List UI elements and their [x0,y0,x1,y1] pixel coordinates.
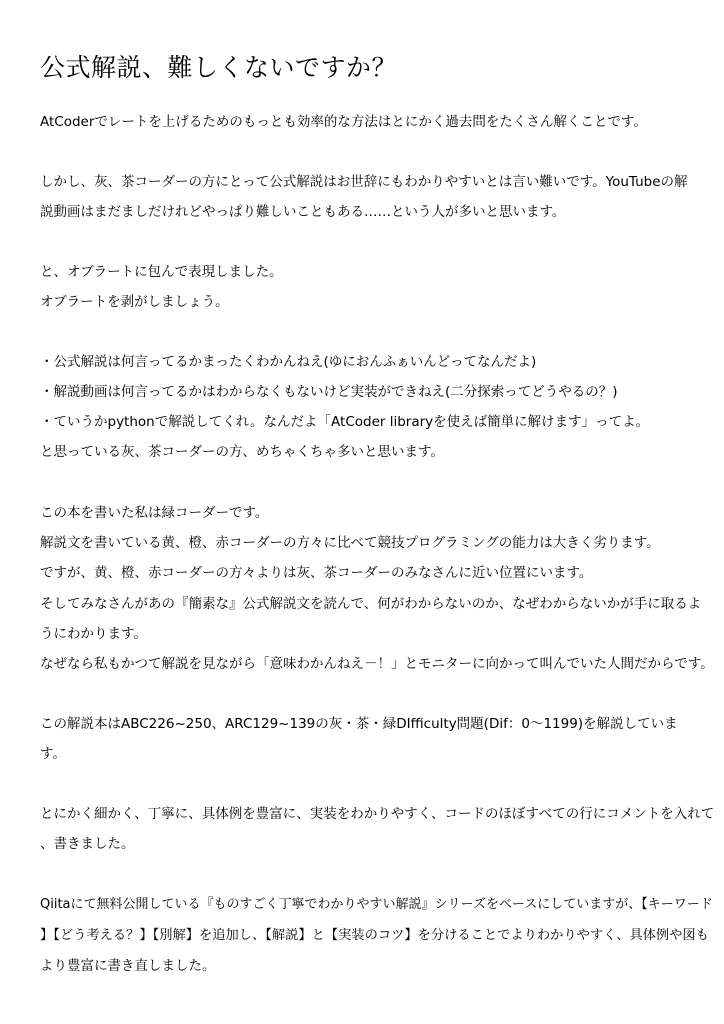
paragraph-line: しかし、灰、茶コーダーの方にとって公式解説はお世辞にもわかりやすいとは言い難いです。YouTubeの解 [40,174,688,190]
bullet-line: ・公式解説は何言ってるかまったくわかんねえ(ゆにおんふぁいんどってなんだよ) [40,354,537,370]
paragraph-line: 説動画はまだましだけれどやっぱり難しいこともある……という人が多いと思います。 [40,204,566,220]
paragraph-line: うにわかります。 [40,626,147,642]
paragraph-line: 解説文を書いている黄、橙、赤コーダーの方々に比べて競技プログラミングの能力は大きく劣ります。 [40,535,660,551]
bullet-line: ・ていうかpythonで解説してくれ。なんだよ「AtCoder libraryを使えば簡単に解けます」ってよ。 [40,414,650,430]
paragraph-line: そしてみなさんがあの『簡素な』公式解説文を読んで、何がわからないのか、なぜわからないかが手に取るよ [40,596,702,612]
paragraph-line: Qiitaにて無料公開している『ものすごく丁寧でわかりやすい解説』シリーズをベースにしていますが、【キーワード [40,897,713,912]
paragraph-line: とにかく細かく、丁寧に、具体例を豊富に、実装をわかりやすく、コードのほぼすべての行にコメントを入れて [40,806,715,822]
paragraph-line: す。 [40,746,66,762]
page-title: 公式解説、難しくないですか？ [40,53,398,82]
paragraph-line: この解説本はABC226~250、ARC129~139の灰・茶・緑DIfficulty問題(Dif：0～1199)を解説していま [40,716,678,732]
paragraph-line: 】【どう考える？】【別解】を追加し、【解説】と【実装のコツ】を分けることでよりわかりやすく、具体例や図も [40,928,709,943]
paragraph-line: オブラートを剥がしましょう。 [40,294,229,310]
paragraph-line: より豊富に書き直しました。 [40,958,216,974]
paragraph-line: と、オブラートに包んで表現しました。 [40,264,283,280]
paragraph-line: 、書きました。 [40,836,135,852]
paragraph-line: AtCoderでレートを上げるためのもっとも効率的な方法はとにかく過去問をたくさん解くことです。 [40,114,647,130]
paragraph-line: なぜなら私もかつて解説を見ながら「意味わかんねえ－！」とモニターに向かって叫んでいた人間だからです。 [40,656,714,672]
bullet-line: ・解説動画は何言ってるかはわからなくもないけど実装ができねえ(二分探索ってどうやるの？) [40,384,618,400]
paragraph-line: この本を書いた私は緑コーダーです。 [40,505,269,521]
paragraph-line: ですが、黄、橙、赤コーダーの方々よりは灰、茶コーダーのみなさんに近い位置にいます。 [40,565,593,581]
paragraph-line: と思っている灰、茶コーダーの方、めちゃくちゃ多いと思います。 [40,444,444,460]
